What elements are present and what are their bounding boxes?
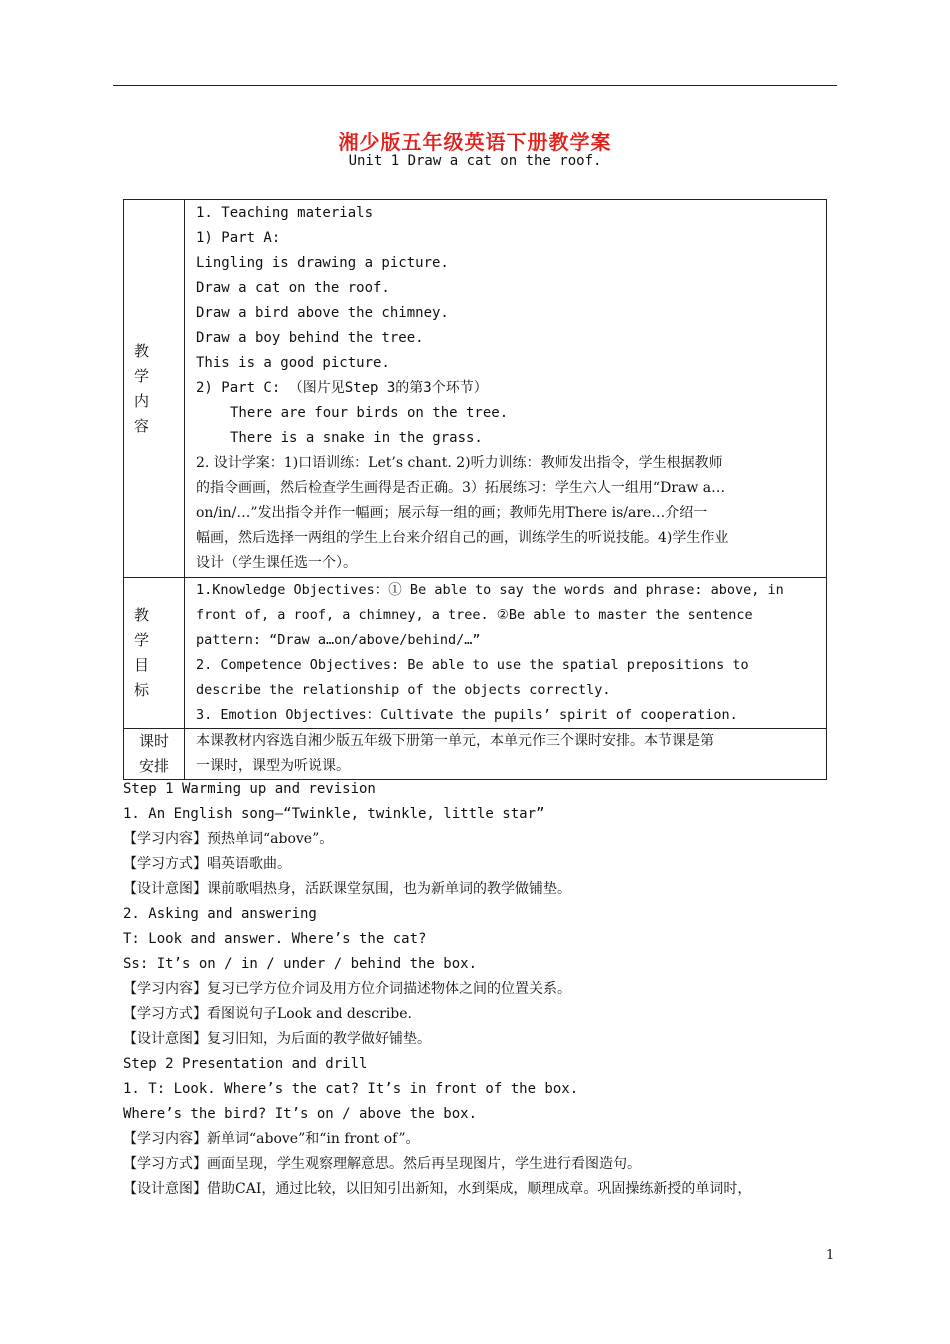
body-line: 1. An English song—“Twinkle, twinkle, little star” <box>123 806 545 822</box>
schedule-header-line: 课时 <box>138 732 169 750</box>
body-line: Where’s the bird? It’s on / above the box. <box>123 1106 478 1122</box>
content-line: Lingling is drawing a picture. <box>196 255 449 271</box>
content-line: 2. 设计学案：1)口语训练：Let’s chant. 2)听力训练：教师发出指令，学生根据教师 <box>196 455 723 471</box>
body-line: 【设计意图】复习旧知，为后面的教学做好铺垫。 <box>123 1031 431 1047</box>
content-line: 幅画，然后选择一两组的学生上台来介绍自己的画，训练学生的听说技能。4)学生作业 <box>196 530 729 546</box>
schedule-row <box>124 729 827 780</box>
lesson-plan-table <box>123 199 827 780</box>
objectives-header-char: 标 <box>134 681 150 699</box>
content-line: 1) Part A: <box>196 230 281 246</box>
body-line: 【学习内容】复习已学方位介词及用方位介词描述物体之间的位置关系。 <box>123 981 571 997</box>
body-line: 【设计意图】借助CAI，通过比较，以旧知引出新知，水到渠成，顺理成章。巩固操练新授的单词时， <box>123 1181 752 1197</box>
document-title: 湘少版五年级英语下册教学案 <box>338 130 612 154</box>
objectives-line: 1.Knowledge Objectives：① Be able to say the words and phrase: above, in <box>196 582 784 598</box>
objectives-line: 3. Emotion Objectives：Cultivate the pupils’ spirit of cooperation. <box>196 707 738 723</box>
content-line: This is a good picture. <box>196 355 390 371</box>
body-line: 【学习方式】唱英语歌曲。 <box>123 856 291 872</box>
content-header-char: 内 <box>134 391 150 410</box>
body-line: 【设计意图】课前歌唱热身，活跃课堂氛围，也为新单词的教学做铺垫。 <box>123 881 571 897</box>
body-line: 2. Asking and answering <box>123 906 317 922</box>
step-heading: Step 1 Warming up and revision <box>123 781 376 797</box>
objectives-line: front of, a roof, a chimney, a tree. ②Be able to master the sentence <box>196 607 753 623</box>
content-body-cell <box>185 200 827 578</box>
body-line: 【学习内容】预热单词“above”。 <box>123 831 334 847</box>
body-line: 1. T: Look. Where’s the cat? It’s in front of the box. <box>123 1081 579 1097</box>
objectives-line: 2. Competence Objectives: Be able to use the spatial prepositions to <box>196 657 749 673</box>
content-line: 的指令画画，然后检查学生画得是否正确。3）拓展练习：学生六人一组用“Draw a… <box>196 480 726 496</box>
objectives-line: pattern: “Draw a…on/above/behind/…” <box>196 632 481 648</box>
schedule-line: 本课教材内容选自湘少版五年级下册第一单元，本单元作三个课时安排。本节课是第 <box>196 733 714 749</box>
body-line: Ss: It’s on / in / under / behind the box. <box>123 956 478 972</box>
objectives-header-char: 教 <box>134 606 150 624</box>
content-line: Draw a cat on the roof. <box>196 280 390 296</box>
lesson-steps <box>123 777 833 1202</box>
page-number: 1 <box>826 1248 835 1263</box>
objectives-line: describe the relationship of the objects correctly. <box>196 682 611 698</box>
content-line: 2) Part C: （图片见Step 3的第3个环节） <box>196 380 488 396</box>
content-line: 1. Teaching materials <box>196 205 374 221</box>
schedule-body-cell <box>185 729 827 780</box>
content-line: Draw a bird above the chimney. <box>196 305 449 321</box>
content-line: 设计（学生课任选一个）。 <box>196 555 357 571</box>
header-rule <box>113 85 837 86</box>
objectives-header-char: 目 <box>134 656 150 674</box>
content-line: Draw a boy behind the tree. <box>196 330 424 346</box>
objectives-header-char: 学 <box>134 631 150 649</box>
document-subtitle: Unit 1 Draw a cat on the roof. <box>348 153 602 169</box>
objectives-header-cell <box>124 578 185 729</box>
objectives-row <box>124 578 827 729</box>
content-header-char: 容 <box>134 416 150 435</box>
schedule-header-cell <box>124 729 185 780</box>
objectives-body-cell <box>185 578 827 729</box>
content-row <box>124 200 827 578</box>
schedule-line: 一课时，课型为听说课。 <box>196 758 350 774</box>
body-line: 【学习内容】新单词“above”和“in front of”。 <box>123 1131 420 1147</box>
content-line: There is a snake in the grass. <box>230 430 483 446</box>
body-line: T: Look and answer. Where’s the cat? <box>123 931 427 947</box>
content-header-char: 教 <box>134 341 150 360</box>
step-heading: Step 2 Presentation and drill <box>123 1056 368 1072</box>
content-header-char: 学 <box>134 366 150 385</box>
schedule-header-line: 安排 <box>138 757 169 775</box>
content-header-cell <box>124 200 185 578</box>
content-line: on/in/…”发出指令并作一幅画；展示每一组的画；教师先用There is/are…介绍一 <box>196 505 708 521</box>
body-line: 【学习方式】看图说句子Look and describe. <box>123 1006 413 1022</box>
body-line: 【学习方式】画面呈现，学生观察理解意思。然后再呈现图片，学生进行看图造句。 <box>123 1156 641 1172</box>
content-line: There are four birds on the tree. <box>230 405 509 421</box>
